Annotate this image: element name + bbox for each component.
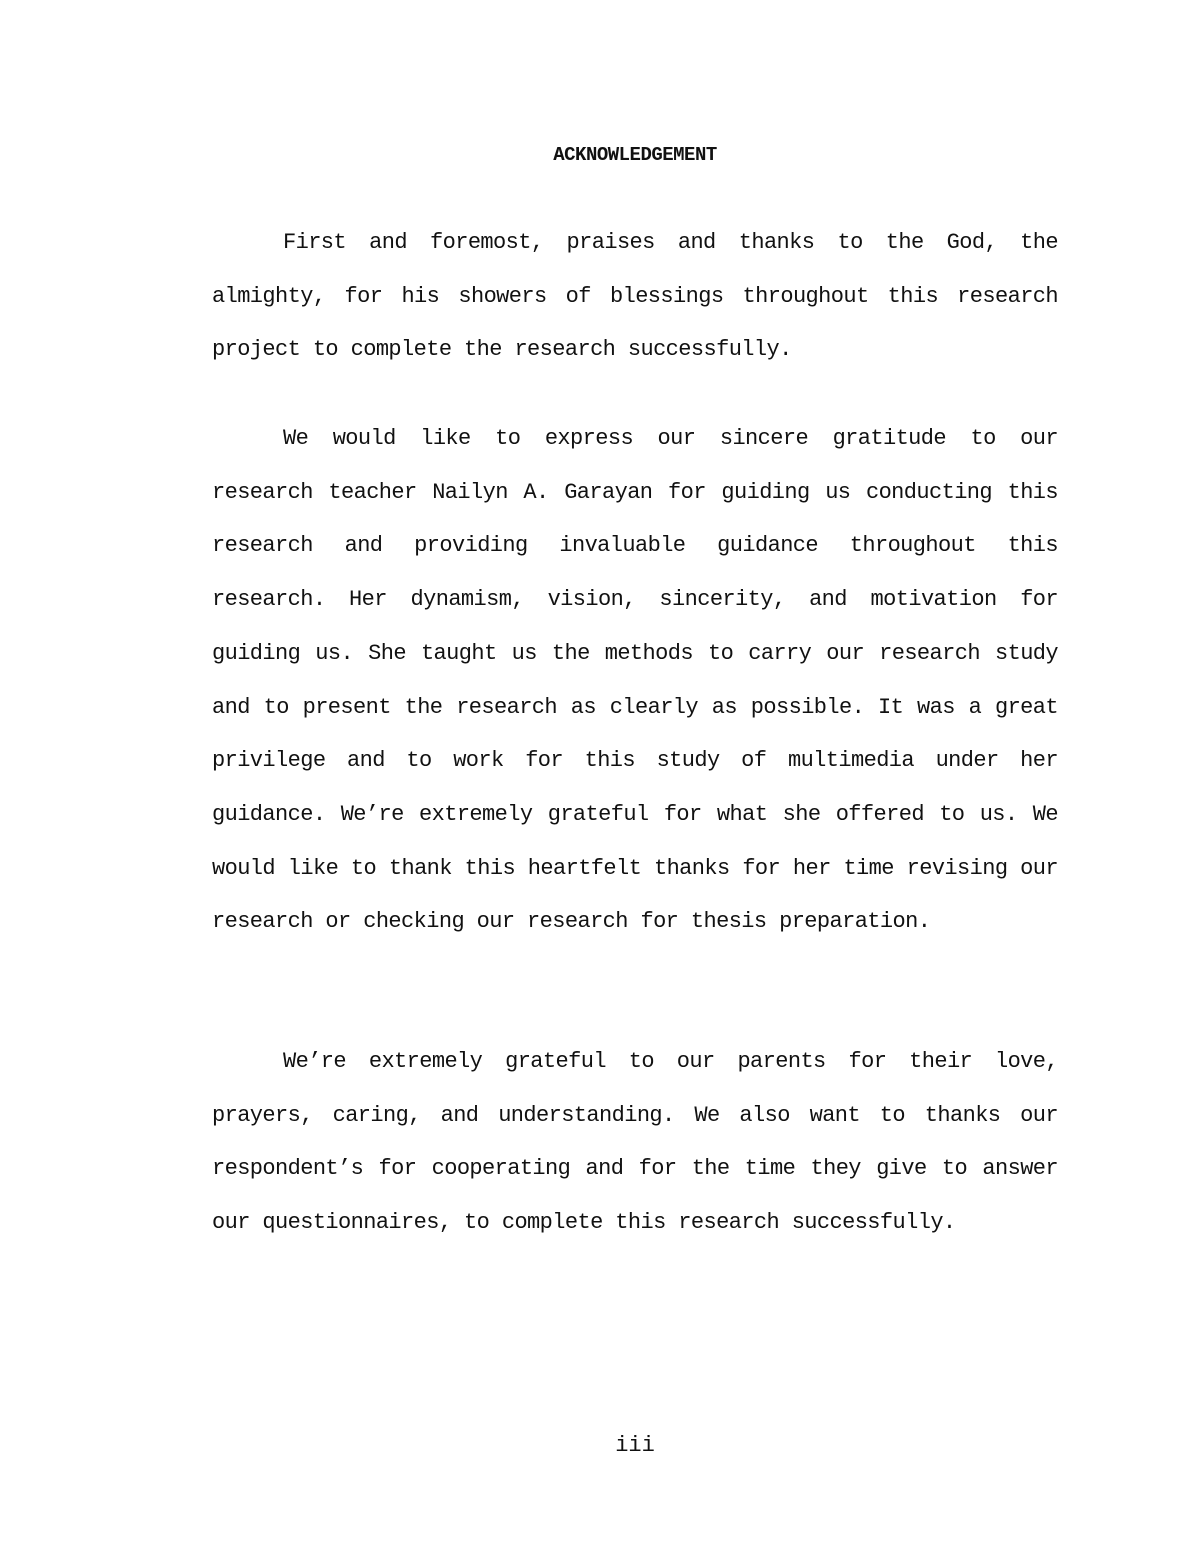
paragraph-parents-respondents: We’re extremely grateful to our parents for their love, prayers, caring, and understanding. We also want to thanks our respondent’s for cooperating and for the time they give to answer our questionnaires, to complete this research successfully. bbox=[212, 1049, 1058, 1236]
page-number: iii bbox=[615, 1433, 655, 1458]
paragraph-praise: First and foremost, praises and thanks to the God, the almighty, for his showers of blessings throughout this research project to complete the research successfully. bbox=[212, 230, 1058, 363]
paragraph-teacher-gratitude: We would like to express our sincere gratitude to our research teacher Nailyn A. Garayan for guiding us conducting this research and providing invaluable guidance throughout this research. Her dynamism, vision, sincerity, and motivation for guiding us. She taught us the methods to carry our research study and to present the research as clearly as possible. It was a great privilege and to work for this study of multimedia under her guidance. We’re extremely grateful for what she offered to us. We would like to thank this heartfelt thanks for her time revising our research or checking our research for thesis preparation. bbox=[212, 426, 1058, 935]
page-title: ACKNOWLEDGEMENT bbox=[553, 144, 717, 166]
